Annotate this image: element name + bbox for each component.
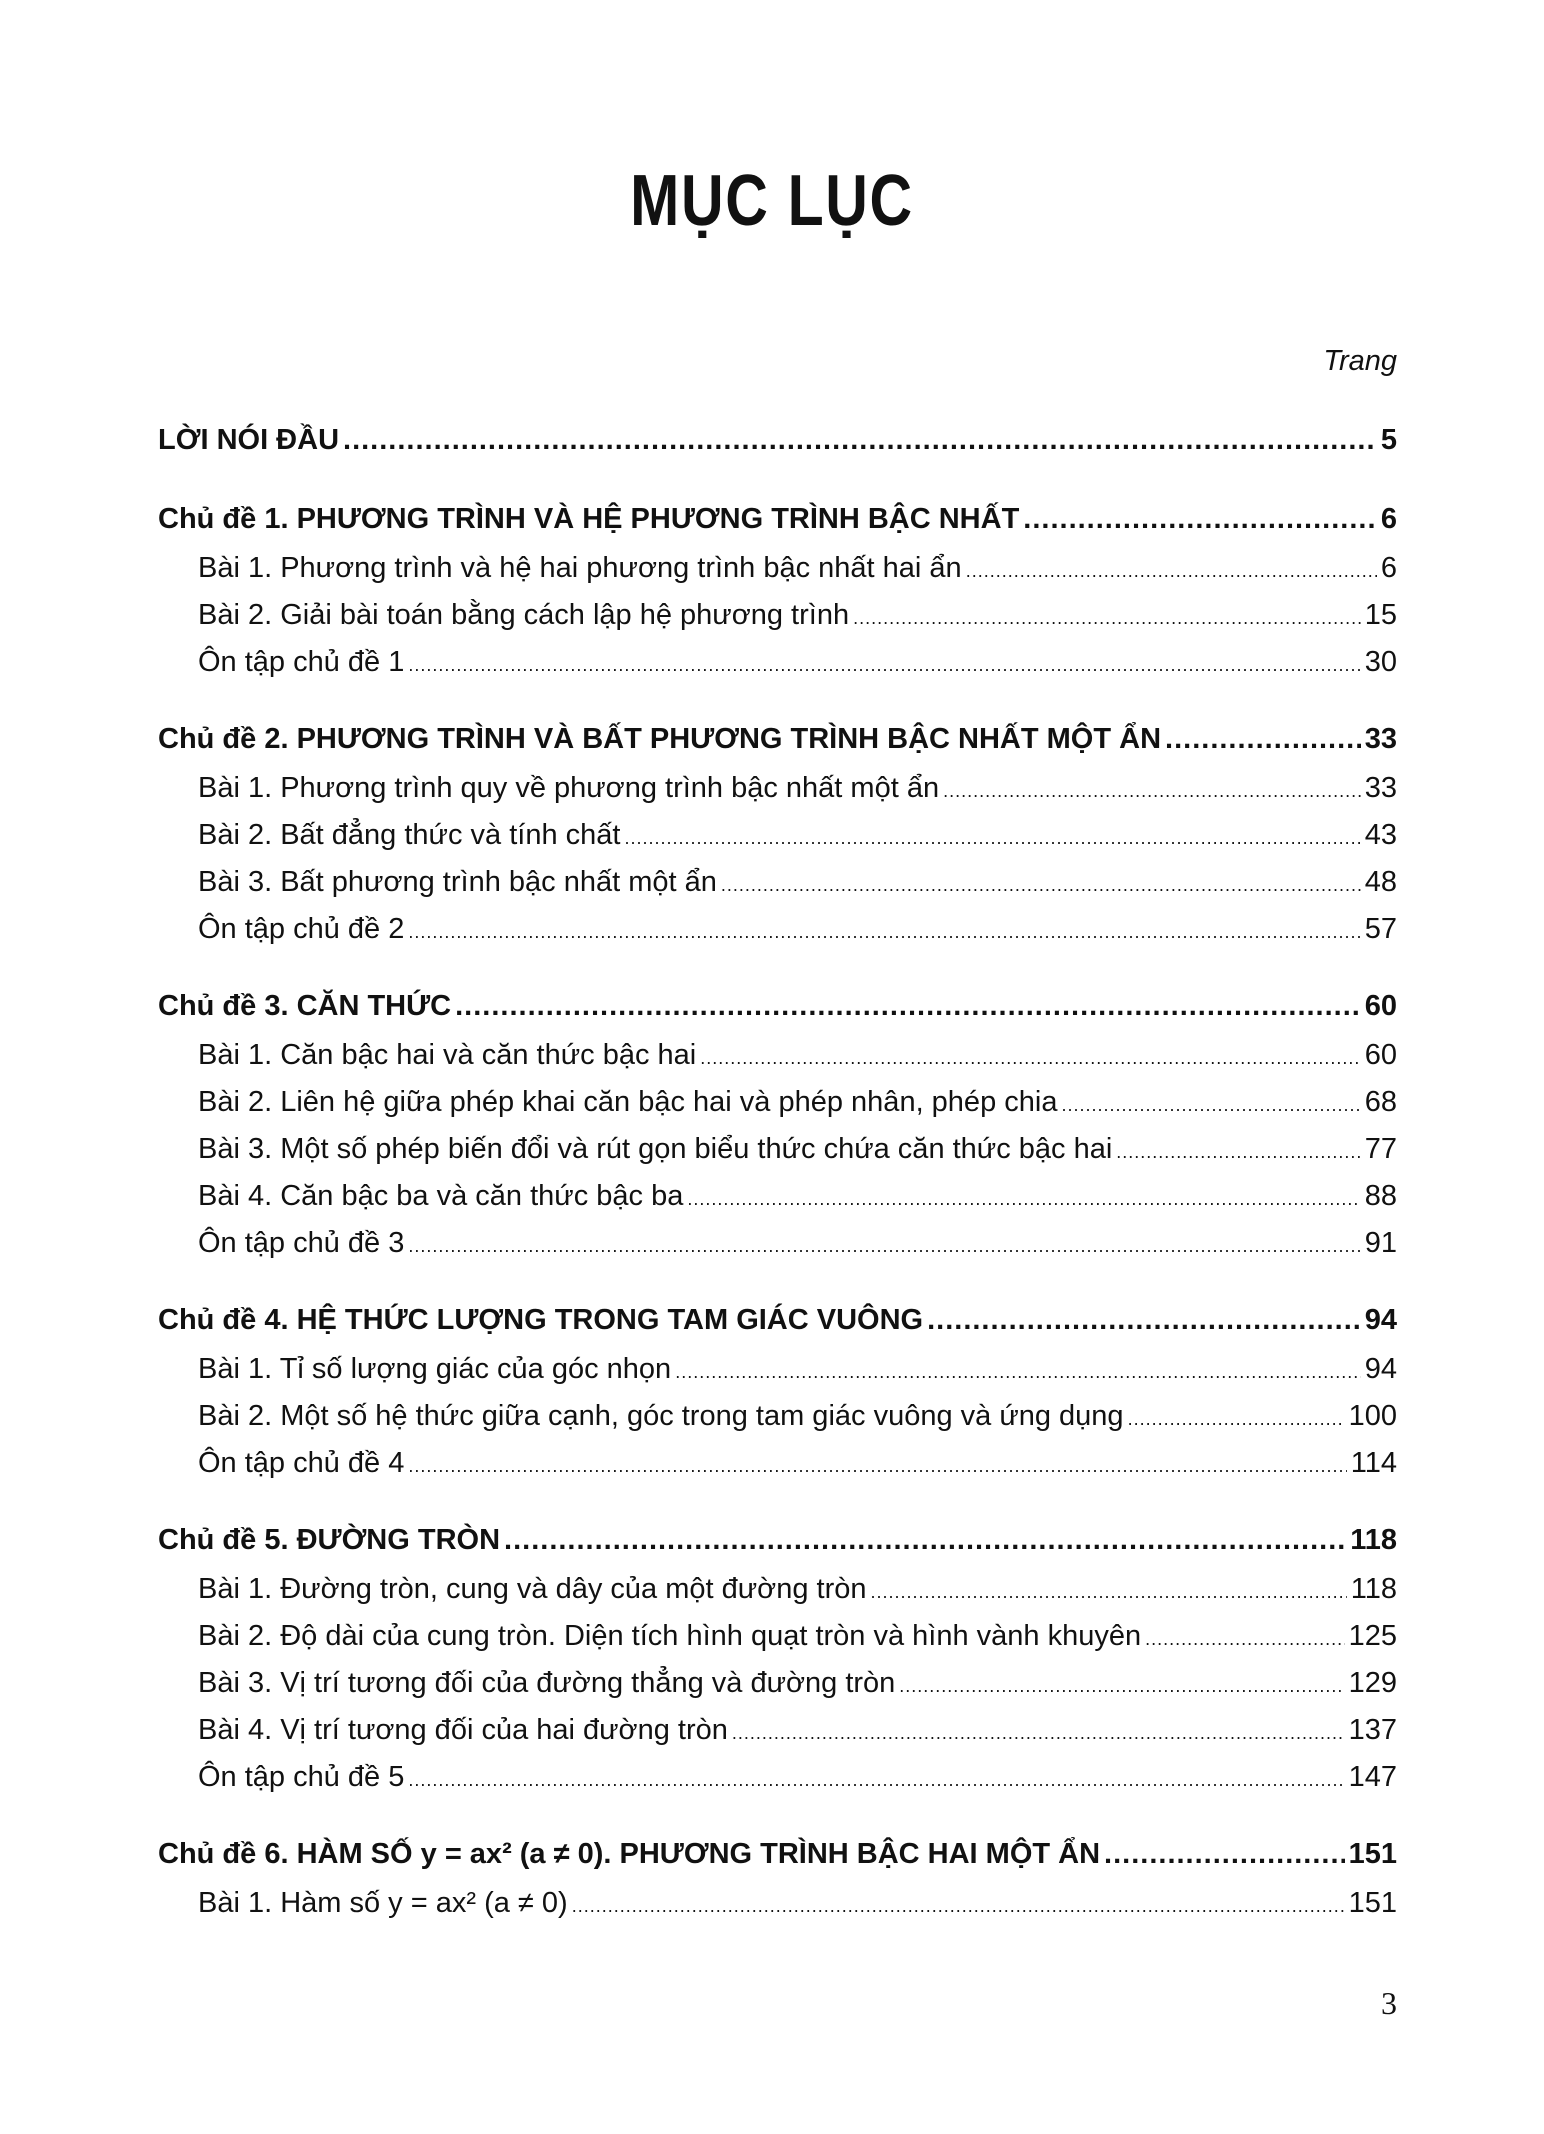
toc-chapter[interactable] xyxy=(158,981,1397,1032)
toc-lesson-label: Bài 1. Tỉ số lượng giác của góc nhọn xyxy=(198,1353,672,1385)
toc-lesson-label: Bài 3. Một số phép biến đổi và rút gọn biểu thức chứa căn thức bậc hai xyxy=(198,1133,1113,1165)
toc-lesson[interactable] xyxy=(158,592,1397,639)
toc-section xyxy=(158,981,1397,1267)
toc-lesson-page: 125 xyxy=(1348,1620,1397,1652)
toc-lesson-page: 15 xyxy=(1364,599,1397,631)
toc-chapter[interactable] xyxy=(158,1515,1397,1566)
dot-leader xyxy=(1116,1129,1360,1176)
toc-chapter-label: Chủ đề 5. ĐƯỜNG TRÒN xyxy=(158,1524,501,1556)
toc-lesson-page: 33 xyxy=(1364,772,1397,804)
dot-leader xyxy=(408,1223,1360,1270)
dot-leader xyxy=(853,595,1361,642)
toc-chapter-page: 118 xyxy=(1350,1524,1397,1556)
page-number: 3 xyxy=(1381,1985,1397,2021)
toc-lesson-page: 118 xyxy=(1350,1573,1397,1605)
toc-chapter-page: 5 xyxy=(1380,424,1397,456)
toc-section xyxy=(158,1515,1397,1801)
toc-lesson-page: 147 xyxy=(1348,1761,1397,1793)
dot-leader xyxy=(927,1295,1361,1346)
dot-leader xyxy=(408,642,1360,689)
toc-lesson-page: 60 xyxy=(1364,1039,1397,1071)
toc-lesson[interactable] xyxy=(158,1032,1397,1079)
dot-leader xyxy=(732,1710,1345,1757)
dot-leader xyxy=(455,981,1361,1032)
toc-lesson-label: Bài 2. Một số hệ thức giữa cạnh, góc trong tam giác vuông và ứng dụng xyxy=(198,1400,1124,1432)
toc-lesson-label: Ôn tập chủ đề 5 xyxy=(198,1761,405,1793)
dot-leader xyxy=(1145,1616,1345,1663)
toc-lesson-label: Ôn tập chủ đề 4 xyxy=(198,1447,405,1479)
toc-lesson-label: Bài 2. Giải bài toán bằng cách lập hệ phương trình xyxy=(198,599,850,631)
toc-lesson-label: Bài 1. Hàm số y = ax² (a ≠ 0) xyxy=(198,1887,568,1919)
dot-leader xyxy=(966,548,1377,595)
toc-lesson-page: 100 xyxy=(1348,1400,1397,1432)
toc-chapter-label: Chủ đề 1. PHƯƠNG TRÌNH VÀ HỆ PHƯƠNG TRÌNH BẬC NHẤT xyxy=(158,503,1020,535)
toc-lesson-label: Bài 1. Phương trình quy về phương trình bậc nhất một ẩn xyxy=(198,772,940,804)
dot-leader xyxy=(408,1757,1344,1804)
toc-lesson-page: 77 xyxy=(1364,1133,1397,1165)
toc-chapter[interactable] xyxy=(158,494,1397,545)
toc-lesson-page: 68 xyxy=(1364,1086,1397,1118)
toc-lesson-page: 48 xyxy=(1364,866,1397,898)
toc-lesson-page: 137 xyxy=(1348,1714,1397,1746)
toc-chapter[interactable] xyxy=(158,1829,1397,1880)
dot-leader xyxy=(687,1176,1360,1223)
dot-leader xyxy=(624,815,1360,862)
toc-lesson[interactable] xyxy=(158,765,1397,812)
dot-leader xyxy=(899,1663,1344,1710)
toc-lesson[interactable] xyxy=(158,812,1397,859)
toc-lesson-page: 30 xyxy=(1364,646,1397,678)
toc-lesson-page: 6 xyxy=(1380,552,1397,584)
toc-lesson-label: Bài 3. Vị trí tương đối của đường thẳng và đường tròn xyxy=(198,1667,896,1699)
toc-lesson[interactable] xyxy=(158,1346,1397,1393)
table-of-contents xyxy=(158,415,1397,1955)
dot-leader xyxy=(1023,494,1377,545)
toc-lesson-page: 151 xyxy=(1348,1887,1397,1919)
dot-leader xyxy=(572,1883,1345,1930)
toc-lesson-label: Bài 1. Phương trình và hệ hai phương trình bậc nhất hai ẩn xyxy=(198,552,962,584)
toc-chapter-label: Chủ đề 4. HỆ THỨC LƯỢNG TRONG TAM GIÁC VUÔNG xyxy=(158,1304,924,1336)
toc-chapter-page: 33 xyxy=(1364,723,1397,755)
toc-lesson-page: 94 xyxy=(1364,1353,1397,1385)
toc-lesson[interactable] xyxy=(158,1393,1397,1440)
toc-lesson-page: 129 xyxy=(1348,1667,1397,1699)
toc-section xyxy=(158,415,1397,466)
toc-chapter-label: Chủ đề 3. CĂN THỨC xyxy=(158,990,452,1022)
toc-section xyxy=(158,1295,1397,1487)
dot-leader xyxy=(675,1349,1361,1396)
toc-lesson-page: 114 xyxy=(1350,1447,1397,1479)
toc-chapter-label: LỜI NÓI ĐẦU xyxy=(158,424,340,456)
toc-lesson[interactable] xyxy=(158,545,1397,592)
toc-lesson[interactable] xyxy=(158,1126,1397,1173)
toc-lesson[interactable] xyxy=(158,1660,1397,1707)
dot-leader xyxy=(343,415,1377,466)
dot-leader xyxy=(408,909,1360,956)
toc-lesson-label: Bài 4. Căn bậc ba và căn thức bậc ba xyxy=(198,1180,684,1212)
toc-lesson-label: Bài 2. Liên hệ giữa phép khai căn bậc hai và phép nhân, phép chia xyxy=(198,1086,1058,1118)
toc-section xyxy=(158,494,1397,686)
toc-chapter[interactable] xyxy=(158,1295,1397,1346)
toc-chapter[interactable] xyxy=(158,714,1397,765)
toc-lesson-label: Bài 1. Đường tròn, cung và dây của một đường tròn xyxy=(198,1573,867,1605)
dot-leader xyxy=(504,1515,1346,1566)
toc-lesson-label: Bài 1. Căn bậc hai và căn thức bậc hai xyxy=(198,1039,697,1071)
toc-lesson[interactable] xyxy=(158,639,1397,686)
toc-lesson-label: Bài 4. Vị trí tương đối của hai đường tròn xyxy=(198,1714,728,1746)
toc-lesson[interactable] xyxy=(158,1220,1397,1267)
toc-lesson-label: Bài 3. Bất phương trình bậc nhất một ẩn xyxy=(198,866,717,898)
toc-lesson[interactable] xyxy=(158,1440,1397,1487)
toc-lesson-page: 57 xyxy=(1364,913,1397,945)
toc-chapter-page: 60 xyxy=(1364,990,1397,1022)
dot-leader xyxy=(1128,1396,1345,1443)
toc-lesson[interactable] xyxy=(158,1173,1397,1220)
toc-lesson[interactable] xyxy=(158,1880,1397,1927)
toc-section xyxy=(158,1829,1397,1927)
page-title: MỤC LỤC xyxy=(630,161,914,241)
toc-chapter[interactable] xyxy=(158,415,1397,466)
dot-leader xyxy=(1061,1082,1360,1129)
page-column-label: Trang xyxy=(1323,345,1397,377)
toc-section xyxy=(158,714,1397,953)
dot-leader xyxy=(871,1569,1347,1616)
toc-lesson[interactable] xyxy=(158,1079,1397,1126)
toc-lesson[interactable] xyxy=(158,859,1397,906)
toc-chapter-label: Chủ đề 6. HÀM SỐ y = ax² (a ≠ 0). PHƯƠNG TRÌNH BẬC HAI MỘT ẨN xyxy=(158,1838,1101,1870)
toc-lesson-label: Ôn tập chủ đề 1 xyxy=(198,646,405,678)
toc-lesson-page: 88 xyxy=(1364,1180,1397,1212)
toc-lesson-page: 91 xyxy=(1364,1227,1397,1259)
dot-leader xyxy=(1104,1829,1345,1880)
toc-lesson-label: Bài 2. Độ dài của cung tròn. Diện tích hình quạt tròn và hình vành khuyên xyxy=(198,1620,1142,1652)
toc-chapter-page: 151 xyxy=(1348,1838,1397,1870)
toc-chapter-label: Chủ đề 2. PHƯƠNG TRÌNH VÀ BẤT PHƯƠNG TRÌNH BẬC NHẤT MỘT ẨN xyxy=(158,723,1162,755)
toc-lesson[interactable] xyxy=(158,1707,1397,1754)
toc-lesson[interactable] xyxy=(158,1754,1397,1801)
toc-lesson-label: Ôn tập chủ đề 2 xyxy=(198,913,405,945)
toc-lesson[interactable] xyxy=(158,1566,1397,1613)
toc-chapter-page: 94 xyxy=(1364,1304,1397,1336)
dot-leader xyxy=(700,1035,1361,1082)
toc-lesson[interactable] xyxy=(158,1613,1397,1660)
toc-lesson-label: Bài 2. Bất đẳng thức và tính chất xyxy=(198,819,621,851)
dot-leader xyxy=(943,768,1361,815)
dot-leader xyxy=(1165,714,1361,765)
dot-leader xyxy=(408,1443,1346,1490)
toc-lesson[interactable] xyxy=(158,906,1397,953)
toc-lesson-label: Ôn tập chủ đề 3 xyxy=(198,1227,405,1259)
dot-leader xyxy=(721,862,1361,909)
toc-chapter-page: 6 xyxy=(1380,503,1397,535)
toc-lesson-page: 43 xyxy=(1364,819,1397,851)
